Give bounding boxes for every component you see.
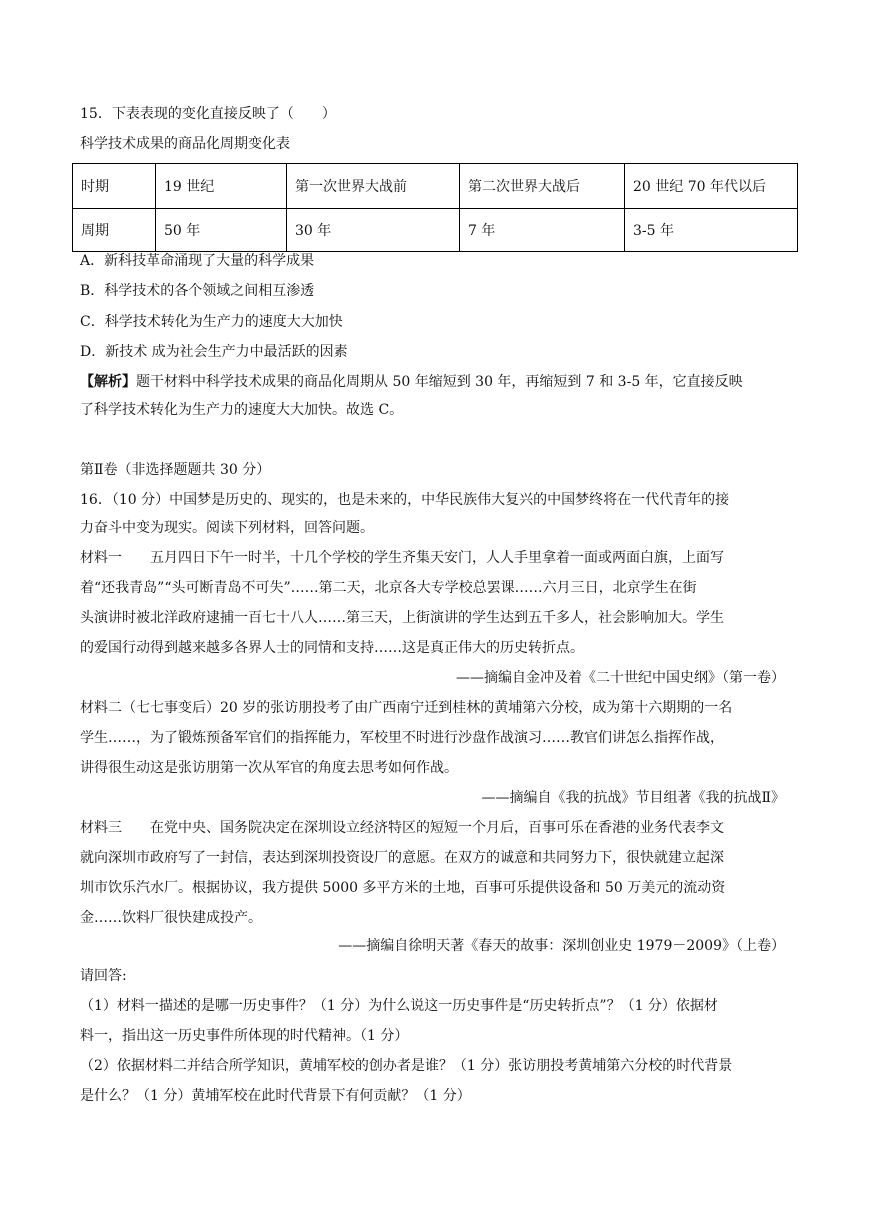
material-two-line: 讲得很生动这是张访朋第一次从军官的角度去思考如何作战。 xyxy=(80,760,458,776)
material-two-line: 材料二（七七事变后）20 岁的张访朋投考了由广西南宁迁到桂林的黄埔第六分校，成为第十六期期的一名 xyxy=(80,700,733,716)
table-title: 科学技术成果的商品化周期变化表 xyxy=(80,136,290,152)
table-cell: 第一次世界大战前 xyxy=(287,164,460,209)
table-cell: 第二次世界大战后 xyxy=(460,164,625,209)
material-three-line: 金……饮料厂很快建成投产。 xyxy=(80,910,262,926)
analysis-paragraph xyxy=(80,372,743,392)
material-one-line: 材料一 五月四日下午一时半，十几个学校的学生齐集天安门，人人手里拿着一面或两面白旗，上面写 xyxy=(80,550,724,566)
analysis-text: 了科学技术转化为生产力的速度大大加快。故选 C。 xyxy=(80,402,404,418)
material-three-line: 材料三 在党中央、国务院决定在深圳设立经济特区的短短一个月后，百事可乐在香港的业务代表李文 xyxy=(80,820,724,836)
table-cell: 7 年 xyxy=(460,209,625,252)
commercialization-period-table xyxy=(72,163,798,252)
section-title: 第Ⅱ卷（非选择题题共 30 分） xyxy=(80,462,271,478)
analysis-text: 题干材料中科学技术成果的商品化周期从 50 年缩短到 30 年，再缩短到 7 和 3-5 年，它直接反映 xyxy=(136,374,743,390)
material-three-line: 就向深圳市政府写了一封信，表达到深圳投资设厂的意愿。在双方的诚意和共同努力下，很快就建立起深 xyxy=(80,850,724,866)
material-one-line: 头演讲时被北洋政府逮捕一百七十八人……第三天，上街演讲的学生达到五千多人，社会影响加大。学生 xyxy=(80,610,724,626)
option-a: A．新科技革命涌现了大量的科学成果 xyxy=(80,253,315,269)
material-one-line: 的爱国行动得到越来越多各界人士的同情和支持……这是真正伟大的历史转折点。 xyxy=(80,640,584,656)
q16-line: 力奋斗中变为现实。阅读下列材料，回答问题。 xyxy=(80,520,374,536)
table-cell: 20 世纪 70 年代以后 xyxy=(625,164,798,209)
table-cell: 3-5 年 xyxy=(625,209,798,252)
analysis-tag: 【解析】 xyxy=(80,374,136,390)
material-one-source: ——摘编自金冲及着《二十世纪中国史纲》（第一卷） xyxy=(456,670,785,686)
sub-question-line: （1）材料一描述的是哪一历史事件？（1 分）为什么说这一历史事件是“历史转折点”？（1 分）依据材 xyxy=(80,998,718,1014)
table-row xyxy=(73,164,798,209)
material-three-line: 圳市饮乐汽水厂。根据协议，我方提供 5000 多平方米的土地，百事可乐提供设备和 50 万美元的流动资 xyxy=(80,880,726,896)
sub-question-line: 是什么？（1 分）黄埔军校在此时代背景下有何贡献？（1 分） xyxy=(80,1088,471,1104)
table-cell: 50 年 xyxy=(156,209,287,252)
material-one-line: 着“还我青岛”“头可断青岛不可失”……第二天，北京各大专学校总罢课……六月三日，北京学生在街 xyxy=(80,580,697,596)
ask-prompt: 请回答: xyxy=(80,968,127,984)
table-cell: 30 年 xyxy=(287,209,460,252)
material-two-line: 学生……，为了锻炼预备军官们的指挥能力，军校里不时进行沙盘作战演习……教官们讲怎么指挥作战， xyxy=(80,730,724,746)
table-cell: 周期 xyxy=(73,209,156,252)
option-b: B．科学技术的各个领域之间相互渗透 xyxy=(80,283,315,299)
table-cell: 19 世纪 xyxy=(156,164,287,209)
table-cell: 时期 xyxy=(73,164,156,209)
table-row xyxy=(73,209,798,252)
q16-line: 16．（10 分）中国梦是历史的、现实的，也是未来的，中华民族伟大复兴的中国梦终将在一代代青年的接 xyxy=(80,492,730,508)
material-three-source: ——摘编自徐明天著《春天的故事：深圳创业史 1979－2009》（上卷） xyxy=(338,938,785,954)
sub-question-line: 料一，指出这一历史事件所体现的时代精神。（1 分） xyxy=(80,1028,409,1044)
sub-question-line: （2）依据材料二并结合所学知识，黄埔军校的创办者是谁？（1 分）张访朋投考黄埔第六分校的时代背景 xyxy=(80,1058,733,1074)
option-d: D．新技术 成为社会生产力中最活跃的因素 xyxy=(80,344,348,360)
option-c: C．科学技术转化为生产力的速度大大加快 xyxy=(80,314,343,330)
material-two-source: ——摘编自《我的抗战》节目组著《我的抗战Ⅱ》 xyxy=(481,790,785,806)
q15-stem: 15．下表表现的变化直接反映了（ ） xyxy=(80,106,336,122)
